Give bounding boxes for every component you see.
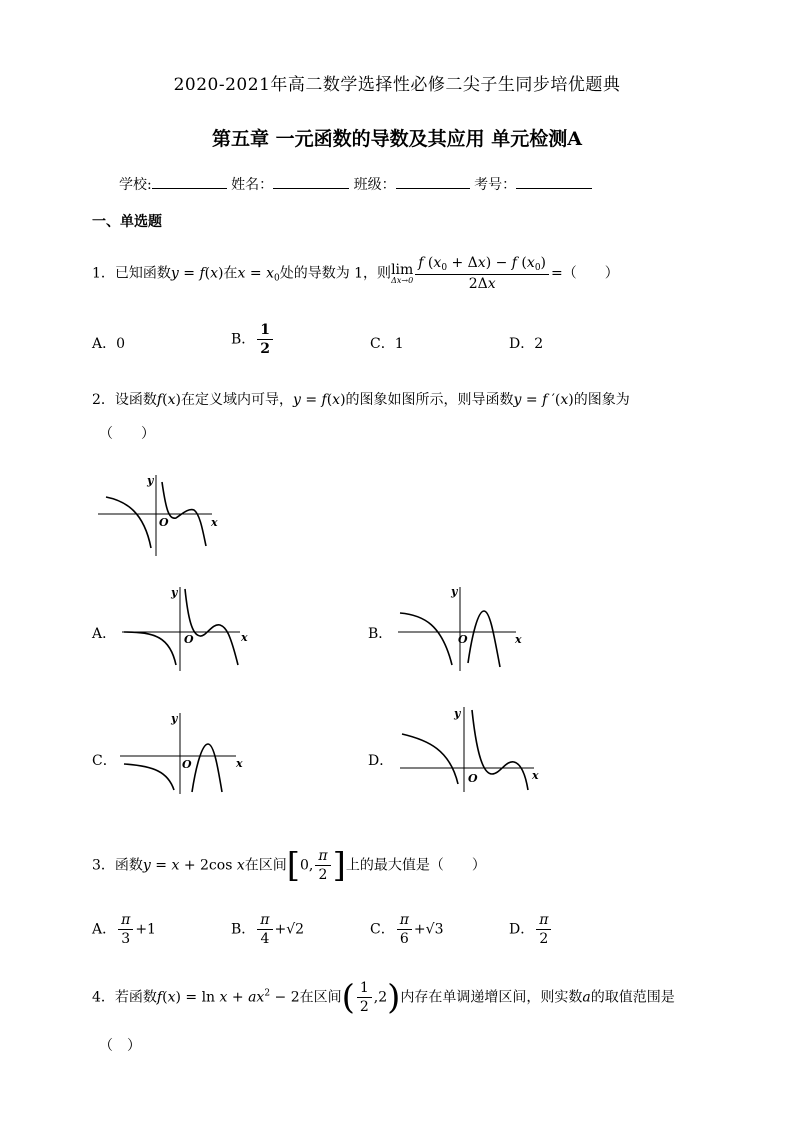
name-label: 姓名： bbox=[231, 177, 274, 193]
school-blank[interactable] bbox=[152, 176, 227, 189]
y-axis-label: y bbox=[454, 707, 461, 720]
school-label: 学校: bbox=[119, 177, 152, 193]
q2-option-a[interactable]: A． bbox=[92, 626, 117, 642]
x-axis-label: x bbox=[241, 631, 248, 644]
q4-paren: （ ） bbox=[99, 1038, 141, 1054]
y-axis-label: y bbox=[171, 712, 178, 725]
class-label: 班级： bbox=[353, 177, 396, 193]
q3-option-a[interactable]: A． $\frac{\pi}{3}$ +1 bbox=[92, 912, 156, 947]
q2-option-b[interactable]: B． bbox=[368, 626, 393, 642]
q2-original-graph bbox=[96, 470, 226, 560]
q2-option-d[interactable]: D． bbox=[368, 753, 394, 769]
x-axis-label: x bbox=[515, 633, 522, 646]
origin-label: O bbox=[468, 772, 478, 785]
q3-option-b[interactable]: B． $\frac{\pi}{4}$ +√2 bbox=[231, 912, 305, 947]
student-info-line bbox=[119, 174, 592, 194]
x-axis-label: x bbox=[236, 757, 243, 770]
x-axis-label: x bbox=[532, 769, 539, 782]
question-4: 4．若函数$f(x) = \ln x + ax^2 - 2$在区间( $\frac{1}{2}$ ,2)内存在单调递增区间，则实数a的取值范围是 bbox=[92, 977, 675, 1018]
q2-option-b-graph[interactable] bbox=[396, 585, 526, 675]
q2-option-c[interactable]: C． bbox=[92, 753, 117, 769]
question-1: 1．已知函数y = f(x)在$x = x_0$处的导数为 1，则 lim Δx→0 $\frac{f (x_0 + \Delta x) - f (x_0)}{2\Delta x}$ =（ ） bbox=[92, 255, 619, 292]
exam-number-label: 考号： bbox=[474, 177, 517, 193]
section-title: 一、单选题 bbox=[92, 214, 162, 230]
q3-option-d[interactable]: D． $\frac{\pi}{2}$ bbox=[509, 912, 553, 947]
q2-paren: （ ） bbox=[99, 426, 155, 442]
name-blank[interactable] bbox=[273, 176, 349, 189]
question-3: 3．函数y = x + 2cos x在区间[0, $\frac{\pi}{2}$ ]上的最大值是（ ） bbox=[92, 845, 486, 886]
q3-option-c[interactable]: C． $\frac{\pi}{6}$ +√3 bbox=[370, 912, 444, 947]
class-blank[interactable] bbox=[396, 176, 470, 189]
q2-option-a-graph[interactable] bbox=[120, 583, 250, 673]
origin-label: O bbox=[159, 516, 169, 529]
x-axis-label: x bbox=[211, 516, 218, 529]
q1-option-c[interactable]: C．1 bbox=[370, 336, 404, 352]
question-2: 2．设函数f(x)在定义域内可导，y = f(x)的图象如图所示，则导函数y = f ′(x)的图象为 bbox=[92, 392, 630, 408]
origin-label: O bbox=[458, 633, 468, 646]
chapter-title: 第五章 一元函数的导数及其应用 单元检测A bbox=[212, 128, 582, 150]
origin-label: O bbox=[182, 758, 192, 771]
y-axis-label: y bbox=[451, 585, 458, 598]
origin-label: O bbox=[184, 633, 194, 646]
q2-option-c-graph[interactable] bbox=[120, 708, 250, 798]
q1-option-b[interactable]: B． $\frac{1}{2}$ bbox=[231, 322, 275, 357]
document-header: 2020-2021年高二数学选择性必修二尖子生同步培优题典 bbox=[173, 75, 621, 95]
y-axis-label: y bbox=[147, 474, 154, 487]
y-axis-label: y bbox=[171, 586, 178, 599]
q1-option-a[interactable]: A．0 bbox=[92, 336, 126, 352]
q1-option-d[interactable]: D．2 bbox=[509, 336, 544, 352]
exam-number-blank[interactable] bbox=[516, 176, 592, 189]
q2-option-d-graph[interactable] bbox=[398, 704, 538, 794]
